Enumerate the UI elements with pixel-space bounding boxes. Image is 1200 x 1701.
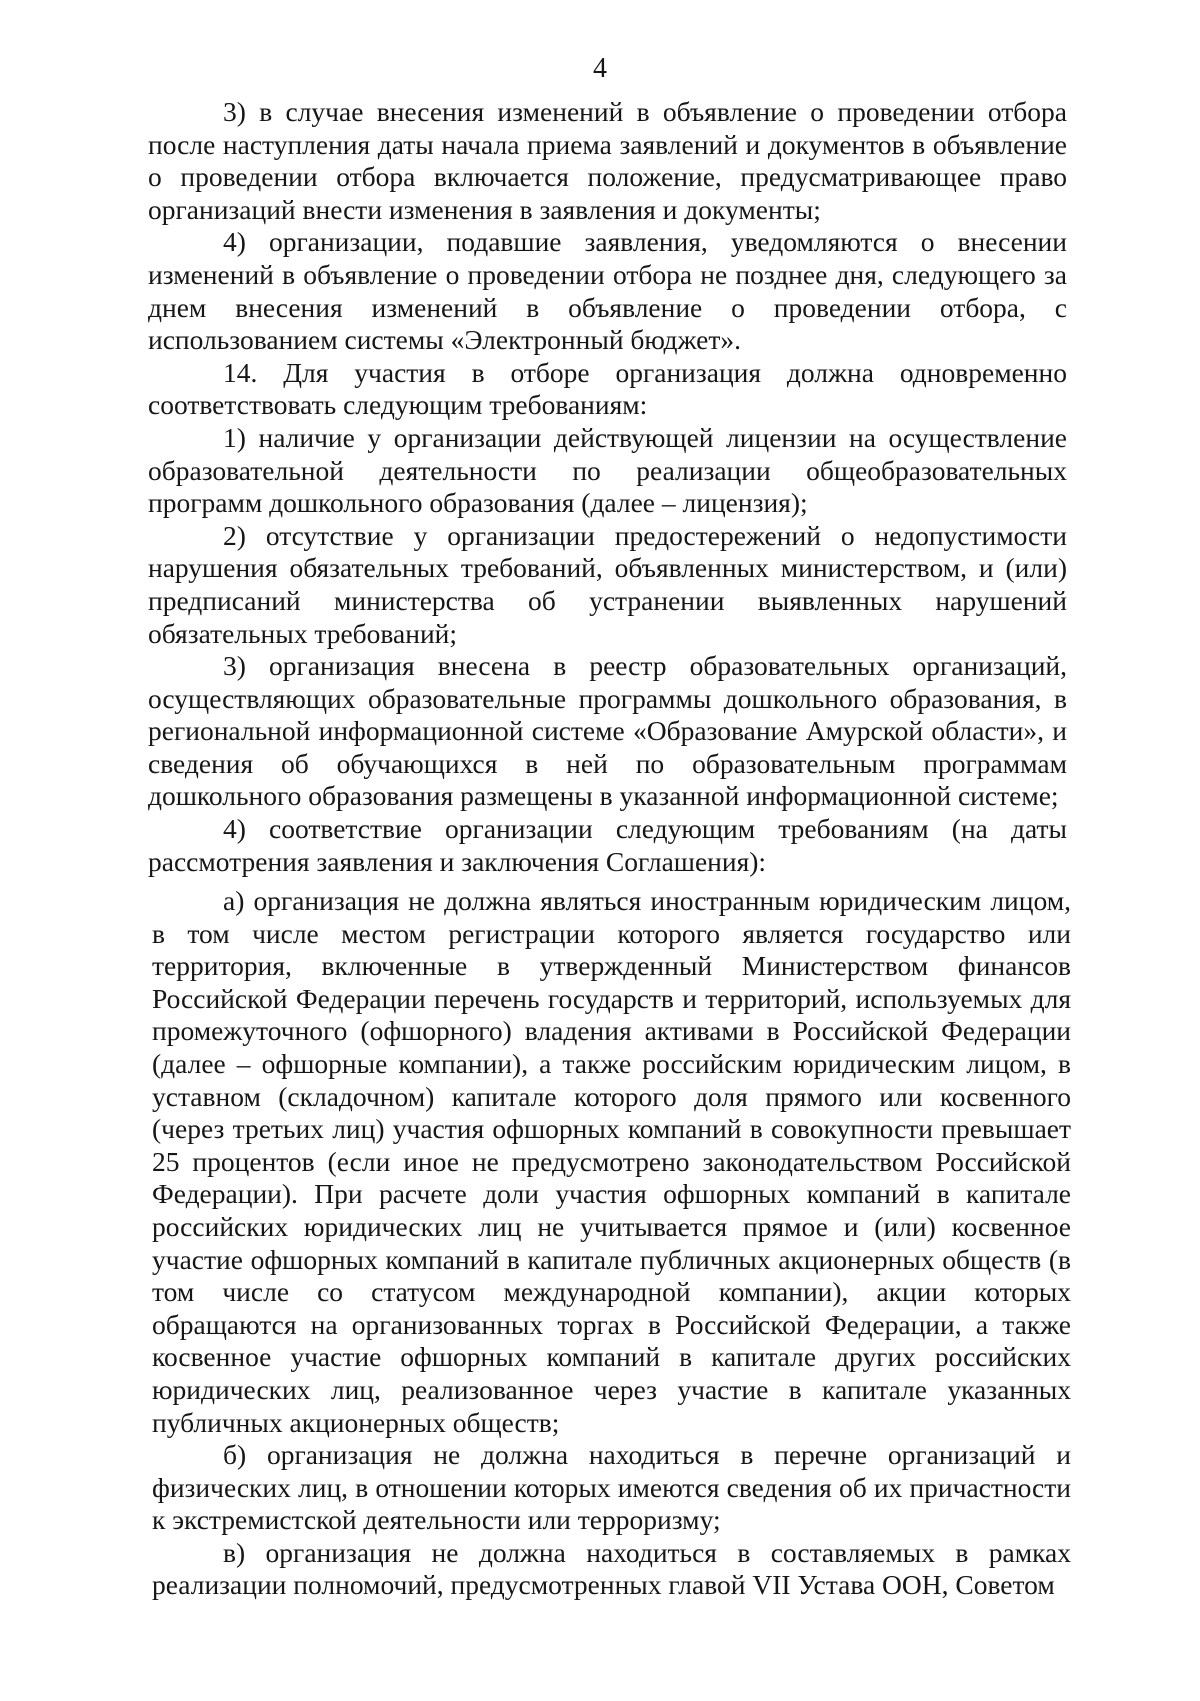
paragraph-requirement-1-license: 1) наличие у организации действующей лицензии на осуществление образовательной деятельности по реализации общеобразовательных программ дошкольного образования (далее – лицензия); bbox=[148, 421, 1067, 519]
paragraph-item-4-notification: 4) организации, подавшие заявления, уведомляются о внесении изменений в объявление о проведении отбора не позднее дня, следующего за днем внесения изменений в объявление о проведении отбора, с использованием системы «Электронный бюджет». bbox=[148, 226, 1067, 356]
document-body-lower bbox=[152, 885, 1071, 1602]
subparagraph-a-offshore: а) организация не должна являться иностранным юридическим лицом, в том числе местом регистрации которого является государство или территория, включенные в утвержденный Министерством финансов Российской Федерации перечень государств и территорий, используемых для промежуточного (офшорного) владения активами в Российской Федерации (далее – офшорные компании), а также российским юридическим лицом, в уставном (складочном) капитале которого доля прямого или косвенного (через третьих лиц) участия офшорных компаний в совокупности превышает 25 процентов (если иное не предусмотрено законодательством Российской Федерации). При расчете доли участия офшорных компаний в капитале российских юридических лиц не учитывается прямое и (или) косвенное участие офшорных компаний в капитале публичных акционерных обществ (в том числе со статусом международной компании), акции которых обращаются на организованных торгах в Российской Федерации, а также косвенное участие офшорных компаний в капитале других российских юридических лиц, реализованное через участие в капитале указанных публичных акционерных обществ; bbox=[152, 885, 1071, 1438]
paragraph-item-3-amendments: 3) в случае внесения изменений в объявление о проведении отбора после наступления даты начала приема заявлений и документов в объявление о проведении отбора включается положение, предусматривающее право организаций внести изменения в заявления и документы; bbox=[148, 96, 1067, 225]
paragraph-requirement-2-no-warnings: 2) отсутствие у организации предостережений о недопустимости нарушения обязательных требований, объявленных министерством, и (или) предписаний министерства об устранении выявленных нарушений обязательных требований; bbox=[148, 519, 1067, 649]
page-number: 4 bbox=[593, 53, 607, 84]
document-body-upper bbox=[148, 96, 1067, 878]
paragraph-requirement-4-compliance: 4) соответствие организации следующим требованиям (на даты рассмотрения заявления и заключения Соглашения): bbox=[148, 813, 1067, 877]
paragraph-clause-14: 14. Для участия в отборе организация должна одновременно соответствовать следующим требованиям: bbox=[148, 356, 1067, 421]
subparagraph-v-un-lists: в) организация не должна находиться в составляемых в рамках реализации полномочий, предусмотренных главой VII Устава ООН, Советом bbox=[152, 1536, 1071, 1601]
subparagraph-b-extremism: б) организация не должна находиться в перечне организаций и физических лиц, в отношении которых имеются сведения об их причастности к экстремистской деятельности или терроризму; bbox=[152, 1439, 1071, 1536]
paragraph-requirement-3-registry: 3) организация внесена в реестр образовательных организаций, осуществляющих образовательные программы дошкольного образования, в региональной информационной системе «Образование Амурской области», и сведения об обучающихся в ней по образовательным программам дошкольного образования размещены в указанной информационной системе; bbox=[148, 650, 1067, 812]
